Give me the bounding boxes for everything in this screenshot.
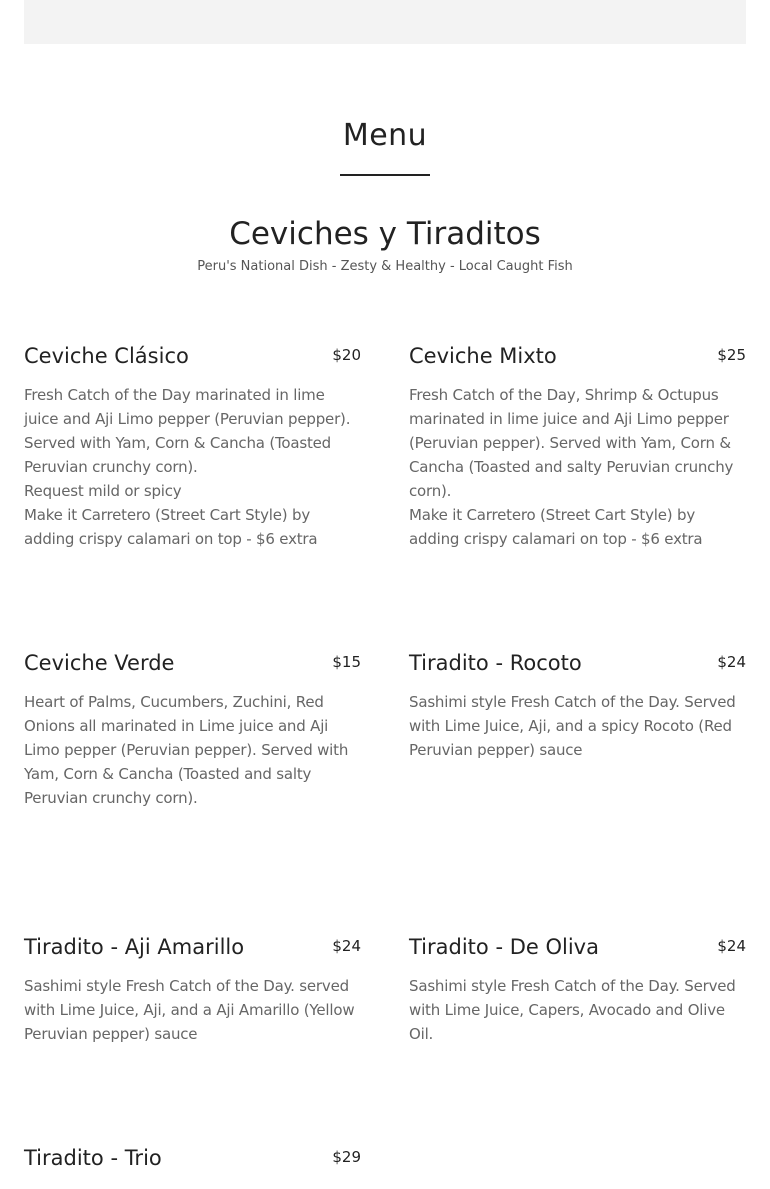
menu-item-name: Ceviche Verde [24, 651, 175, 675]
menu-item-name: Tiradito - Aji Amarillo [24, 935, 245, 959]
menu-item-price: $24 [717, 653, 746, 671]
section-title: Ceviches y Tiraditos [229, 216, 541, 252]
menu-item-description: Fresh Catch of the Day, Shrimp & Octupus marinated in lime juice and Aji Limo pepper (Peruvian pepper). Served with Yam, Corn & Cancha (Toasted and salty Peruvian crunchy corn). Make it Carretero (Street Cart Style) by adding crispy calamari on top - $6 extra [409, 386, 734, 548]
header-placeholder-bar [24, 0, 746, 44]
menu-item-description: Sashimi style Fresh Catch of the Day. Served with Lime Juice, Capers, Avocado and Olive Oil. [409, 977, 736, 1043]
menu-item-name: Ceviche Mixto [409, 344, 557, 368]
menu-item-name: Tiradito - De Oliva [409, 935, 599, 959]
menu-item-description: Sashimi style Fresh Catch of the Day. served with Lime Juice, Aji, and a Aji Amarillo (Yellow Peruvian pepper) sauce [24, 977, 355, 1043]
menu-item-price: $24 [717, 937, 746, 955]
menu-item-name: Tiradito - Trio [24, 1146, 162, 1170]
menu-item-price: $29 [332, 1148, 361, 1166]
menu-title-underline [340, 174, 430, 176]
section-subtitle: Peru's National Dish - Zesty & Healthy - Local Caught Fish [197, 259, 573, 274]
menu-item-price: $25 [717, 346, 746, 364]
menu-item-description: Heart of Palms, Cucumbers, Zuchini, Red Onions all marinated in Lime juice and Aji Limo pepper (Peruvian pepper). Served with Yam, Corn & Cancha (Toasted and salty Peruvian crunchy corn). [24, 693, 349, 807]
menu-item-name: Tiradito - Rocoto [409, 651, 582, 675]
menu-item-description: Fresh Catch of the Day marinated in lime juice and Aji Limo pepper (Peruvian pepper). Served with Yam, Corn & Cancha (Toasted Peruvian crunchy corn). Request mild or spicy Make it Carretero (Street Cart Style) by adding crispy calamari on top - $6 extra [24, 386, 351, 548]
menu-item-price: $20 [332, 346, 361, 364]
menu-title: Menu [342, 118, 428, 153]
menu-item-price: $24 [332, 937, 361, 955]
menu-item-description: Sashimi style Fresh Catch of the Day. Served with Lime Juice, Aji, and a spicy Rocoto (Red Peruvian pepper) sauce [409, 693, 736, 759]
menu-item-name: Ceviche Clásico [24, 344, 189, 368]
menu-item-price: $15 [332, 653, 361, 671]
